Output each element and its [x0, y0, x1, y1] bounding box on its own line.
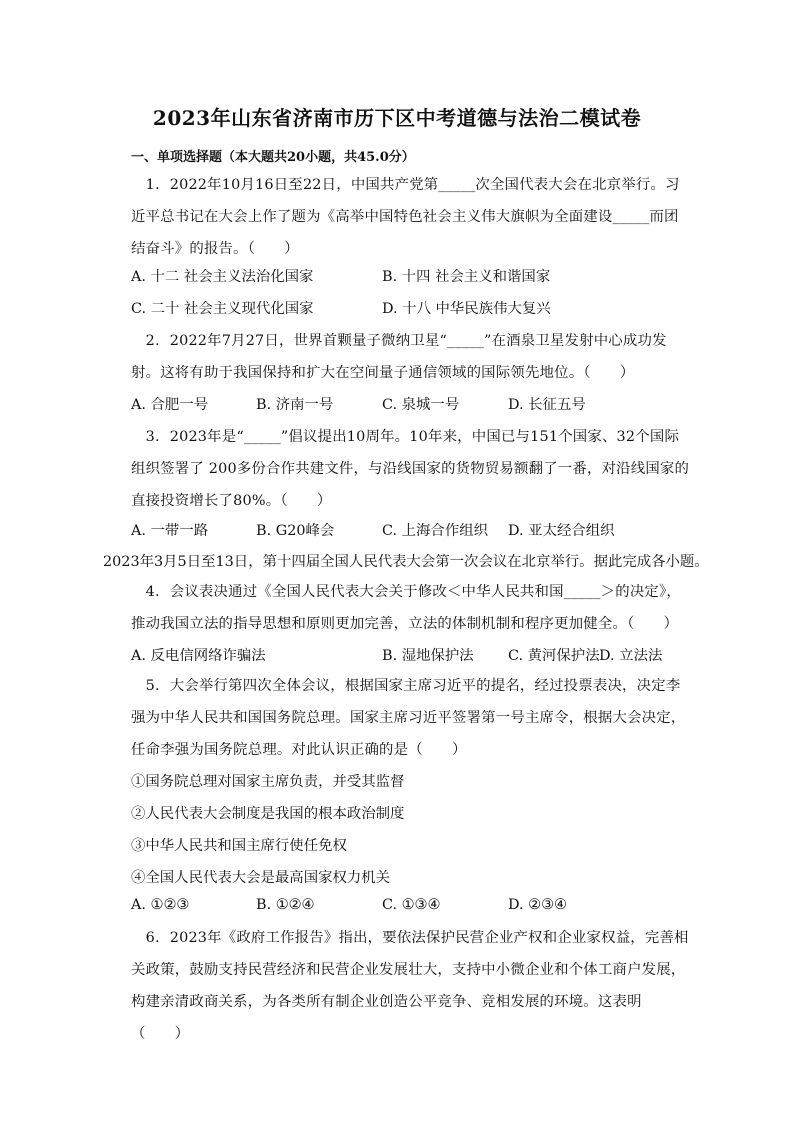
- option-a[interactable]: A. 一带一路: [131, 523, 209, 539]
- option-a[interactable]: A. 反电信网络诈骗法: [131, 648, 266, 664]
- option-a[interactable]: A. ①②③: [131, 897, 190, 913]
- statement-3: ③中华人民共和国主席行使任免权: [131, 838, 347, 854]
- question-1: [131, 169, 691, 265]
- option-d[interactable]: D. 立法法: [599, 648, 663, 664]
- question-number: 2.: [145, 333, 160, 349]
- statement-4: ④全国人民代表大会是最高国家权力机关: [131, 870, 391, 886]
- option-d[interactable]: D. ②③④: [508, 897, 567, 913]
- statement-1: ①国务院总理对国家主席负责，并受其监督: [131, 774, 405, 790]
- question-2-options: [131, 393, 691, 423]
- question-3-options: [131, 519, 691, 549]
- option-a[interactable]: A. 十二 社会主义法治化国家: [131, 269, 314, 285]
- option-c[interactable]: C. 泉城一号: [382, 397, 460, 413]
- question-4: [131, 576, 691, 640]
- section-heading: 一、单项选择题（本大题共20小题，共45.0分）: [131, 150, 415, 165]
- question-text: 大会举行第四次全体会议，根据国家主席习近平的提名，经过投票表决，决定李强为中华人民共和国国务院总理。国家主席习近平签署第一号主席令，根据大会决定，任命李强为国务院总理。对此认识正确的是（ ）: [131, 678, 686, 758]
- option-b[interactable]: B. 十四 社会主义和谐国家: [382, 269, 551, 285]
- option-a[interactable]: A. 合肥一号: [131, 397, 209, 413]
- question-1-options-row2: [131, 297, 691, 327]
- question-3: [131, 421, 691, 517]
- option-d[interactable]: D. 长征五号: [508, 397, 586, 413]
- option-b[interactable]: B. 湿地保护法: [382, 648, 474, 664]
- question-text: 2023年是“_____”倡议提出10周年。10年来，中国已与151个国家、32个国际组织签署了 200多份合作共建文件，与沿线国家的货物贸易额翻了一番，对沿线国家的直接投资增长了80%。（ ）: [131, 429, 690, 509]
- option-c[interactable]: C. 二十 社会主义现代化国家: [131, 301, 314, 317]
- question-stem: 2023年3月5日至13日，第十四届全国人民代表大会第一次会议在北京举行。据此完成各小题。: [103, 554, 709, 570]
- option-b[interactable]: B. 济南一号: [256, 397, 334, 413]
- option-c[interactable]: C. 上海合作组织: [382, 523, 488, 539]
- question-text: 2022年7月27日，世界首颗量子微纳卫星“_____”在酒泉卫星发射中心成功发射。这将有助于我国保持和扩大在空间量子通信领域的国际领先地位。（ ）: [131, 333, 667, 381]
- question-number: 1.: [145, 177, 160, 193]
- page-title: 2023年山东省济南市历下区中考道德与法治二模试卷: [152, 106, 642, 130]
- question-2: [131, 325, 691, 389]
- question-number: 5.: [145, 678, 160, 694]
- statement-2: ②人民代表大会制度是我国的根本政治制度: [131, 806, 405, 822]
- question-5: [131, 670, 691, 766]
- option-b[interactable]: B. ①②④: [256, 897, 315, 913]
- option-c[interactable]: C. 黄河保护法: [508, 648, 600, 664]
- question-number: 3.: [145, 429, 160, 445]
- question-6: [131, 922, 691, 1050]
- question-number: 6.: [145, 930, 160, 946]
- question-text: 会议表决通过《全国人民代表大会关于修改＜中华人民共和国_____＞的决定》，推动我国立法的指导思想和原则更加完善，立法的体制机制和程序更加健全。（ ）: [131, 584, 682, 632]
- option-d[interactable]: D. 亚太经合组织: [508, 523, 615, 539]
- question-text: 2023年《政府工作报告》指出，要依法保护民营企业产权和企业家权益，完善相关政策，鼓励支持民营经济和民营企业发展壮大，支持中小微企业和个体工商户发展，构建亲清政商关系，为各类所有制企业创造公平竞争、竞相发展的环境。这表明（ ）: [131, 930, 689, 1042]
- question-number: 4.: [145, 584, 160, 600]
- question-1-options: [131, 265, 691, 295]
- option-c[interactable]: C. ①③④: [382, 897, 441, 913]
- option-d[interactable]: D. 十八 中华民族伟大复兴: [382, 301, 551, 317]
- question-text: 2022年10月16日至22日，中国共产党第_____次全国代表大会在北京举行。习近平总书记在大会上作了题为《高举中国特色社会主义伟大旗帜为全面建设_____而团结奋斗》的报告。（ ）: [131, 177, 680, 257]
- option-b[interactable]: B. G20峰会: [256, 523, 335, 539]
